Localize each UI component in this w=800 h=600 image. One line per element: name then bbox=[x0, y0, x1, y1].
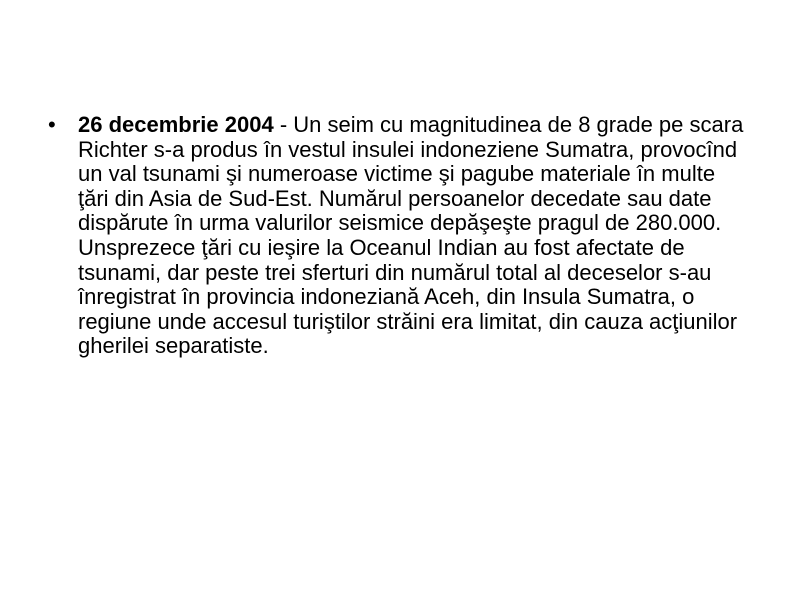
event-date: 26 decembrie 2004 bbox=[78, 112, 274, 137]
bullet-icon: • bbox=[48, 112, 56, 137]
event-description: - Un seim cu magnitudinea de 8 grade pe scara Richter s-a produs în vestul insulei indoneziene Sumatra, provocînd un val tsunami şi numeroase victime şi pagube materiale în multe ţări din Asia de Sud-Est. Numărul persoanelor decedate sau date dispărute în urma valurilor seismice depăşeşte pragul de 280.000. Unsprezece ţări cu ieşire la Oceanul Indian au fost afectate de tsunami, dar peste trei sferturi din numărul total al deceselor s-au înregistrat în provincia indoneziană Aceh, din Insula Sumatra, o regiune unde accesul turiştilor străini era limitat, din cauza acţiunilor gherilei separatiste. bbox=[78, 112, 744, 359]
bullet-item bbox=[48, 113, 748, 359]
slide-content bbox=[48, 113, 748, 359]
